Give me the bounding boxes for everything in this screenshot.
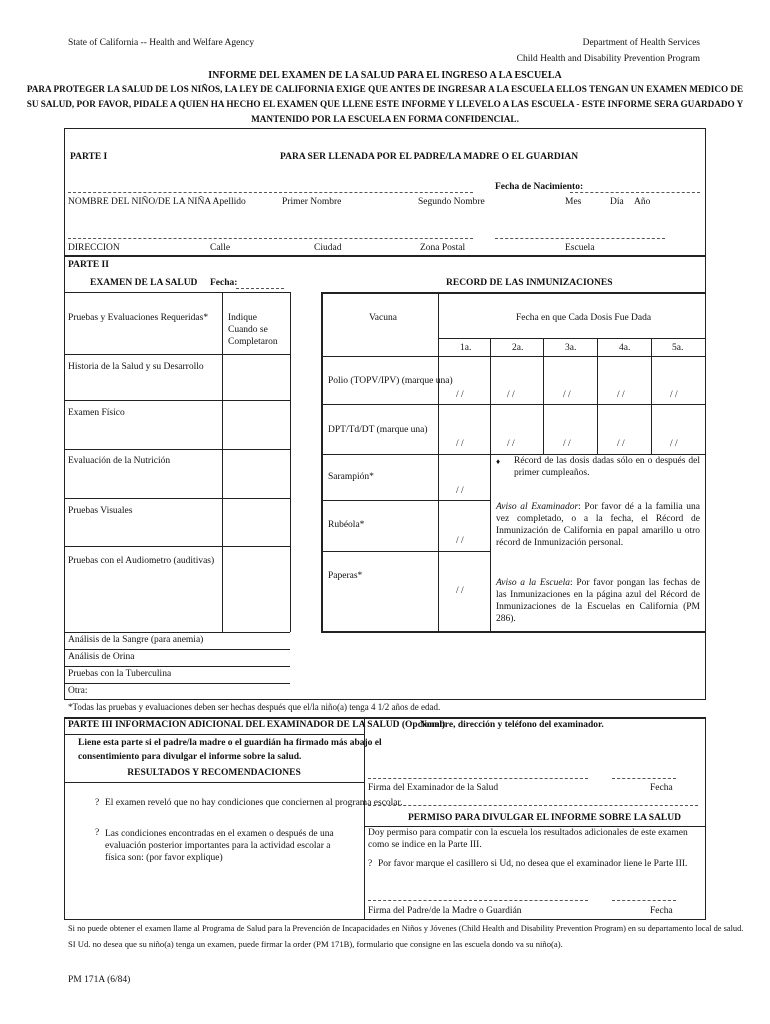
parent-date-line[interactable] — [612, 900, 676, 901]
polio-date-4[interactable]: / / — [617, 390, 625, 400]
dose-date-header: Fecha en que Cada Dosis Fue Dada — [516, 313, 652, 323]
polio-date-2[interactable]: / / — [507, 390, 515, 400]
consent-line-1: Liene esta parte si el padre/la madre o el guardián ha firmado más abajo el — [78, 738, 382, 748]
dose-1-divider-lower — [490, 454, 491, 632]
test-nutrition: Evaluación de la Nutrición — [68, 456, 171, 466]
name-label: NOMBRE DEL NIÑO/DE LA NIÑA Apellido — [68, 197, 246, 207]
dob-line[interactable] — [570, 192, 700, 193]
right-border — [705, 128, 706, 700]
polio-date-5[interactable]: / / — [670, 390, 678, 400]
row-line — [321, 500, 490, 501]
results-heading: RESULTADOS Y RECOMENDACIONES — [127, 768, 301, 778]
part-3-right — [705, 717, 706, 919]
test-health-history: Historia de la Salud y su Desarrollo — [68, 362, 204, 372]
test-blood: Análisis de la Sangre (para anemia) — [68, 635, 204, 645]
permit-heading: PERMISO PARA DIVULGAR EL INFORME SOBRE LA SALUD — [408, 813, 681, 823]
vaccine-col-divider — [438, 292, 439, 632]
option-2-text: Las condiciones encontradas en el examen o después de una evaluación posterior importantes para la actividad escolar a física son: (por favor explique) — [105, 829, 334, 863]
dose-5-header: 5a. — [672, 343, 684, 353]
dose-divider — [490, 338, 491, 454]
part-3-bottom — [64, 919, 706, 920]
footer-text-2: SI Ud. no desea que su niño(a) tenga un examen, puede firmar la order (PM 171B), formulario que consigne en las escuela dondo va su niño(a). — [68, 939, 563, 949]
vaccine-polio: Polio (TOPV/IPV) (marque una) — [328, 376, 453, 386]
part-2-divider — [64, 255, 706, 257]
title-line-2: PARA PROTEGER LA SALUD DE LOS NIÑOS, LA LEY DE CALIFORNIA EXIGE QUE ANTES DE INGRESAR A LA ESCUELA ELLOS TENGAN UN EXAMEN MEDICO DE — [26, 84, 744, 94]
part-1-heading: PARA SER LLENADA POR EL PADRE/LA MADRE O EL GUARDIAN — [280, 152, 579, 162]
tests-table-right — [290, 292, 291, 632]
dose-1-header: 1a. — [460, 343, 472, 353]
part-3-heading-line — [64, 734, 364, 735]
school-notice — [496, 577, 700, 625]
vaccine-measles: Sarampión* — [328, 472, 374, 482]
permit-option-text: Por favor marque el casillero si Ud, no desea que el examinador liene le Parte III. — [378, 859, 688, 869]
row-line — [64, 632, 290, 633]
part-3-top — [64, 717, 706, 719]
left-border — [64, 128, 65, 700]
year-label: Año — [634, 197, 651, 207]
dose-divider — [543, 338, 544, 454]
dose-2-header: 2a. — [512, 343, 524, 353]
polio-date-1[interactable]: / / — [456, 390, 464, 400]
row-line — [64, 449, 290, 450]
row-line — [64, 683, 290, 684]
mumps-date[interactable]: / / — [456, 586, 464, 596]
dose-row-bottom — [321, 356, 705, 357]
examiner-notice — [496, 501, 700, 549]
part-3-heading: PARTE III INFORMACION ADICIONAL DEL EXAMINADOR DE LA SALUD (Opcional) — [68, 720, 446, 730]
imm-table-bottom — [321, 631, 705, 633]
imm-table-left — [321, 292, 323, 632]
first-name-label: Primer Nombre — [282, 197, 342, 207]
test-vision: Pruebas Visuales — [68, 506, 133, 516]
test-tuberculin: Pruebas con la Tuberculina — [68, 669, 172, 679]
permit-checkbox[interactable]: ? — [368, 859, 373, 869]
examiner-signature-line[interactable] — [368, 778, 588, 779]
title-line-3: SU SALUD, POR FAVOR, PIDALE A QUIEN HA HECHO EL EXAMEN QUE LLENE ESTE INFORME Y LLEVELO A LAS ESCUELA - ESTE INFORME SERA GUARDADO Y — [26, 99, 744, 109]
parent-signature-line[interactable] — [368, 900, 588, 901]
dpt-date-1[interactable]: / / — [456, 439, 464, 449]
consent-line-2: consentimiento para divulgar el informe sobre la salud. — [78, 752, 302, 762]
part-2-bottom — [64, 699, 706, 700]
dose-4-header: 4a. — [619, 343, 631, 353]
parent-signature-label: Firma del Padre/de la Madre o Guardián — [368, 906, 522, 916]
rubella-date[interactable]: / / — [456, 536, 464, 546]
row-line — [64, 498, 290, 499]
examiner-notice-text: : Por favor dé a la familia una vez completado, o a la fecha, el Récord de Inmunización de California en papal amarillo u otro récord de Inmunización personal. — [496, 502, 700, 548]
examiner-info-label: Nombre, dirección y teléfono del examinador. — [420, 720, 604, 730]
exam-date-line[interactable] — [236, 288, 284, 289]
dpt-date-5[interactable]: / / — [670, 439, 678, 449]
vaccine-dpt: DPT/Td/DT (marque una) — [328, 425, 428, 435]
part-1-label: PARTE I — [70, 152, 108, 162]
city-label: Ciudad — [314, 243, 342, 253]
bullet-icon: ♦ — [496, 457, 501, 466]
immunization-record-title: RECORD DE LAS INMUNIZACIONES — [446, 278, 613, 288]
option-2-checkbox[interactable]: ? — [95, 828, 100, 838]
dob-label: Fecha de Nacimiento: — [495, 182, 584, 192]
polio-date-3[interactable]: / / — [563, 390, 571, 400]
part-2-label: PARTE II — [68, 260, 109, 270]
examiner-date-label: Fecha — [650, 783, 673, 793]
dose-divider — [597, 338, 598, 454]
parent-date-label: Fecha — [650, 906, 673, 916]
part-3-left — [64, 717, 65, 919]
school-line[interactable] — [495, 238, 665, 239]
day-label: Día — [610, 197, 624, 207]
results-line — [64, 782, 364, 783]
school-notice-label: Aviso a la Escuela — [496, 578, 570, 588]
row-line — [64, 649, 290, 650]
test-urine: Análisis de Orina — [68, 652, 135, 662]
address-label: DIRECCION — [68, 243, 120, 253]
address-line[interactable] — [68, 238, 473, 239]
school-notice-text: : Por favor pongan las fechas de las Inmunizaciones en la página azul del Récord de Inmunizaciones de la Escuelas en California (PM 286). — [496, 578, 700, 624]
test-other: Otra: — [68, 686, 88, 696]
tests-header: Pruebas y Evaluaciones Requeridas* — [68, 313, 209, 323]
name-line[interactable] — [68, 192, 473, 193]
imm-table-top — [321, 292, 705, 294]
month-label: Mes — [565, 197, 582, 207]
department-header: Department of Health Services — [582, 38, 700, 48]
row-line — [321, 404, 705, 405]
measles-date[interactable]: / / — [456, 486, 464, 496]
zip-label: Zona Postal — [420, 243, 466, 253]
vaccine-mumps: Paperas* — [328, 571, 363, 581]
title-line-4: MANTENIDO POR LA ESCUELA EN FORMA CONFIDENCIAL. — [251, 114, 519, 124]
tests-header-bottom — [64, 354, 290, 355]
vaccine-header: Vacuna — [369, 313, 397, 323]
footer-text-1: Si no puede obtener el examen llame al Programa de Salud para la Prevención de Incapacidades en Niños y Jóvenes (Child Health and Disability Prevention Program) en su departamento local de salud. — [68, 924, 744, 933]
tests-table-top — [64, 292, 290, 293]
exam-date-label: Fecha: — [210, 278, 238, 288]
program-header: Child Health and Disability Prevention Program — [516, 54, 700, 64]
tests-col-divider — [222, 292, 223, 632]
vaccine-rubella: Rubéola* — [328, 520, 365, 530]
dose-3-header: 3a. — [565, 343, 577, 353]
indicate-header: Indique Cuando se Completaron — [228, 313, 278, 347]
dpt-date-4[interactable]: / / — [617, 439, 625, 449]
dose-header-line — [438, 338, 705, 339]
permit-text: Doy permiso para compatir con la escuela los resultados adicionales de este examen como se indice en la Parte III. — [368, 828, 688, 850]
bullet-note: Récord de las dosis dadas sólo en o después del primer cumpleaños. — [514, 456, 700, 478]
row-line — [64, 546, 290, 547]
dpt-date-3[interactable]: / / — [563, 439, 571, 449]
row-line — [64, 666, 290, 667]
agency-header: State of California -- Health and Welfare Agency — [68, 38, 255, 48]
top-border — [64, 128, 706, 129]
test-audiometer: Pruebas con el Audiometro (auditivas) — [68, 556, 215, 566]
separator — [368, 805, 698, 806]
test-physical-exam: Examen Físico — [68, 408, 125, 418]
examiner-date-line[interactable] — [612, 778, 676, 779]
row-line — [321, 551, 490, 552]
second-name-label: Segundo Nombre — [418, 197, 485, 207]
school-label: Escuela — [565, 243, 595, 253]
examiner-notice-label: Aviso al Examinador — [496, 502, 579, 512]
dose-divider — [651, 338, 652, 454]
option-1-checkbox[interactable]: ? — [95, 798, 100, 808]
option-1-text: El examen reveló que no hay condiciones que conciernen al programa escolar. — [105, 798, 403, 808]
examiner-signature-label: Firma del Examinador de la Salud — [368, 783, 499, 793]
dpt-date-2[interactable]: / / — [507, 439, 515, 449]
age-note: *Todas las pruebas y evaluaciones deben ser hechas después que el/la niño(a) tenga 4 1/2 años de edad. — [68, 702, 441, 712]
exam-label: EXAMEN DE LA SALUD — [90, 278, 198, 288]
form-title: INFORME DEL EXAMEN DE LA SALUD PARA EL INGRESO A LA ESCUELA — [208, 70, 562, 81]
form-id: PM 171A (6/84) — [68, 975, 131, 985]
street-label: Calle — [210, 243, 231, 253]
row-line — [64, 400, 290, 401]
